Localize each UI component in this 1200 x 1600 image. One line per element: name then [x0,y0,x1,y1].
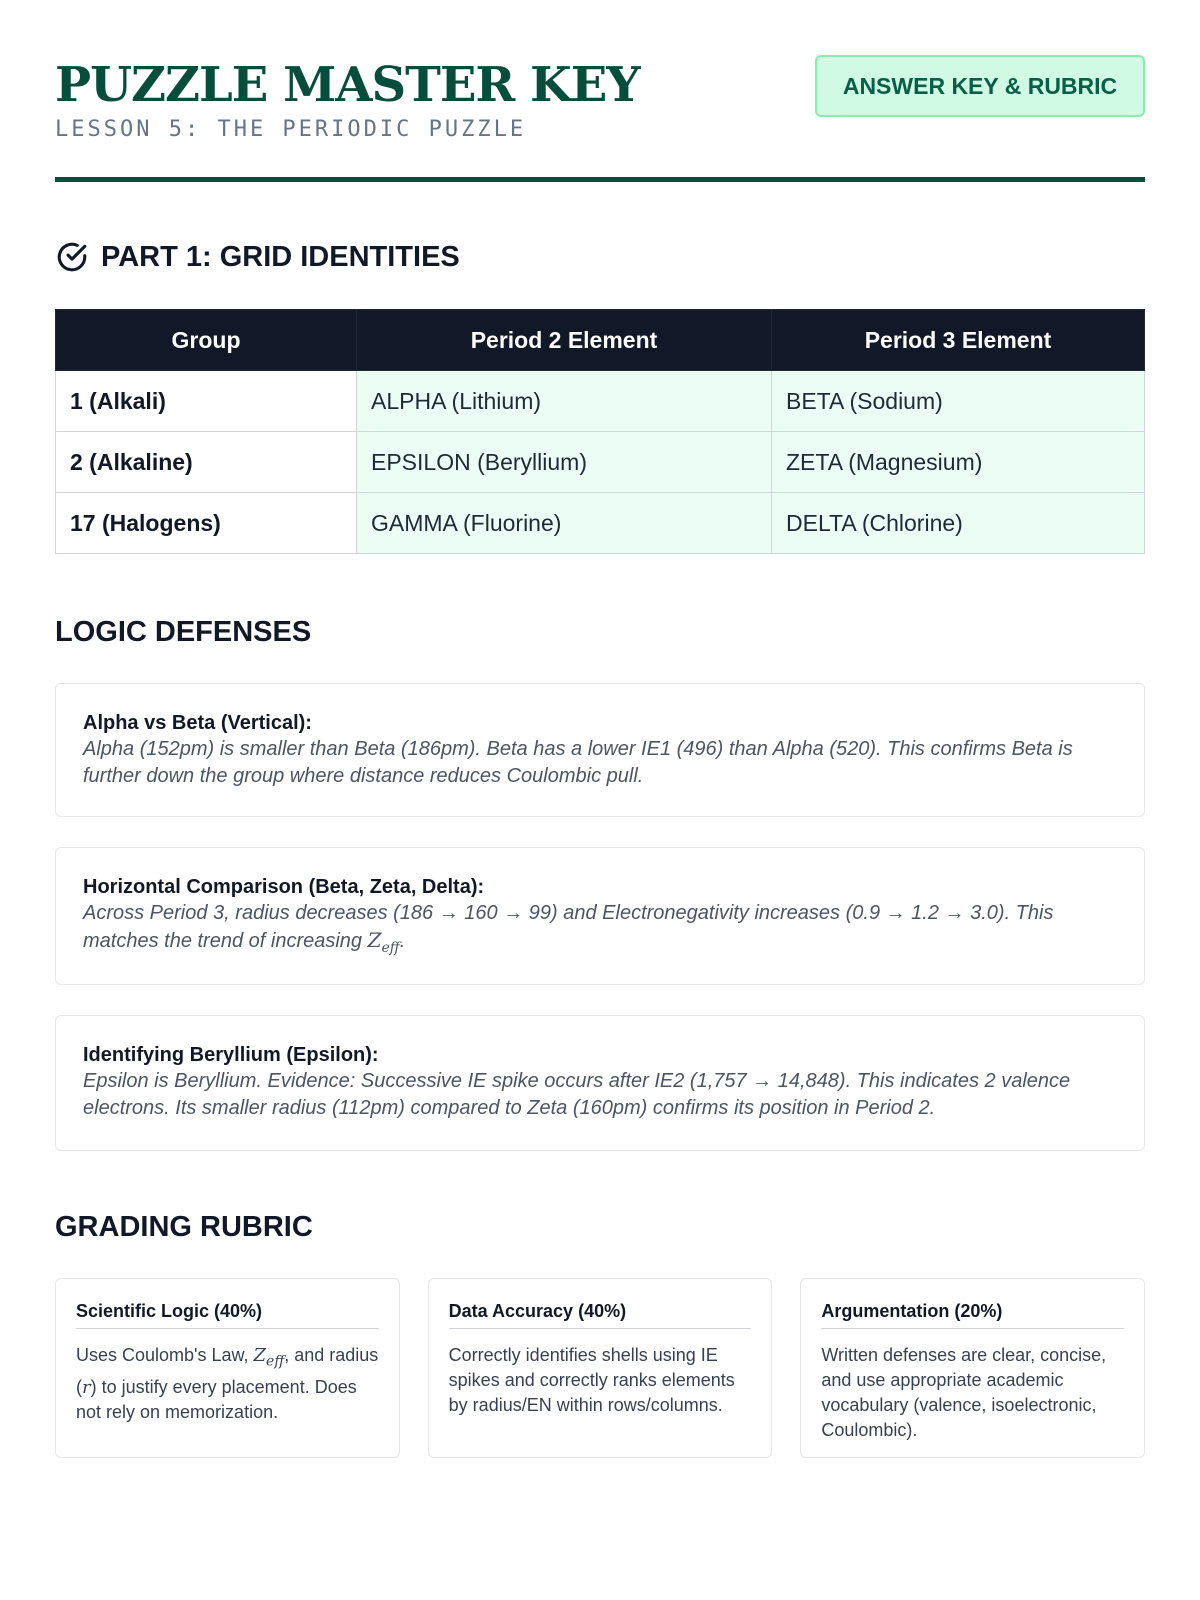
rubric-card-data-accuracy [428,1278,773,1458]
grading-rubric-heading: GRADING RUBRIC [55,1211,313,1243]
col-header-period2: Period 2 Element [357,310,772,371]
table-header-row [56,310,1145,371]
rubric-text: Correctly identifies shells using IE spikes and correctly ranks elements by radius/EN within rows/columns. [448,1345,735,1415]
defense-body: Alpha (152pm) is smaller than Beta (186pm). Beta has a lower IE1 (496) than Alpha (520). This confirms Beta is further down the group where distance reduces Coulombic pull. [83,738,1073,787]
part1-heading-text: PART 1: GRID IDENTITIES [101,240,460,273]
table-row [56,432,1145,493]
table-row [56,371,1145,432]
col-header-period3: Period 3 Element [772,310,1145,371]
period2-cell: GAMMA (Fluorine) [357,493,772,554]
rubric-text: Written defenses are clear, concise, and use appropriate academic vocabulary (valence, isoelectronic, Coulombic). [821,1345,1107,1440]
defense-title: Identifying Beryllium (Epsilon): [83,1044,379,1066]
group-cell: 17 (Halogens) [56,493,357,554]
rubric-title: Argumentation (20%) [821,1301,1124,1329]
answer-key-badge: ANSWER KEY & RUBRIC [815,55,1145,117]
check-circle-icon [55,240,89,274]
col-header-group: Group [56,310,357,371]
defense-title: Alpha vs Beta (Vertical): [83,712,312,734]
rubric-card-argumentation [800,1278,1145,1458]
header [55,0,1145,182]
period2-cell: EPSILON (Beryllium) [357,432,772,493]
period3-cell: BETA (Sodium) [772,371,1145,432]
defense-card-horizontal [55,847,1145,985]
table-row [56,493,1145,554]
zeff-subscript: eff [266,1353,285,1370]
zeff-subscript: eff [381,940,400,956]
grid-identities-table [55,309,1145,554]
period2-cell: ALPHA (Lithium) [357,371,772,432]
defenses-list [55,683,1145,1151]
radius-symbol: r [82,1376,91,1398]
logic-defenses-heading: LOGIC DEFENSES [55,616,312,648]
part1-heading [55,240,1145,274]
page-title: PUZZLE MASTER KEY [55,57,640,113]
rubric-text-part: , and radius ( [76,1345,379,1397]
defense-card-alpha-beta [55,683,1145,817]
rubric-cards [55,1278,1145,1458]
defense-title: Horizontal Comparison (Beta, Zeta, Delta): [83,876,485,898]
rubric-text [76,1343,379,1425]
zeff-symbol [367,928,400,956]
defense-body-text: Across Period 3, radius decreases (186 → 160 → 99) and Electronegativity increases (0.9 → 1.2 → 3.0). This matches the trend of increasing [83,902,1054,952]
lesson-subtitle: LESSON 5: THE PERIODIC PUZZLE [55,117,527,142]
period3-cell: DELTA (Chlorine) [772,493,1145,554]
rubric-title: Scientific Logic (40%) [76,1301,379,1329]
group-cell: 1 (Alkali) [56,371,357,432]
defense-body [83,900,1117,962]
zeff-base: Z [253,1345,267,1366]
group-cell: 2 (Alkaline) [56,432,357,493]
defense-body: Epsilon is Beryllium. Evidence: Successive IE spike occurs after IE2 (1,757 → 14,848). This indicates 2 valence electrons. Its smaller radius (112pm) compared to Zeta (160pm) confirms its position in Period 2. [83,1070,1071,1119]
zeff-base: Z [367,928,382,952]
rubric-card-scientific-logic [55,1278,400,1458]
defense-card-beryllium [55,1015,1145,1151]
rubric-text-part: ) to justify every placement. Does not rely on memorization. [76,1376,357,1422]
zeff-symbol [253,1345,285,1370]
rubric-text-part: Uses Coulomb's Law, [76,1345,254,1365]
rubric-title: Data Accuracy (40%) [449,1301,752,1329]
defense-body-end: . [399,930,406,952]
period3-cell: ZETA (Magnesium) [772,432,1145,493]
